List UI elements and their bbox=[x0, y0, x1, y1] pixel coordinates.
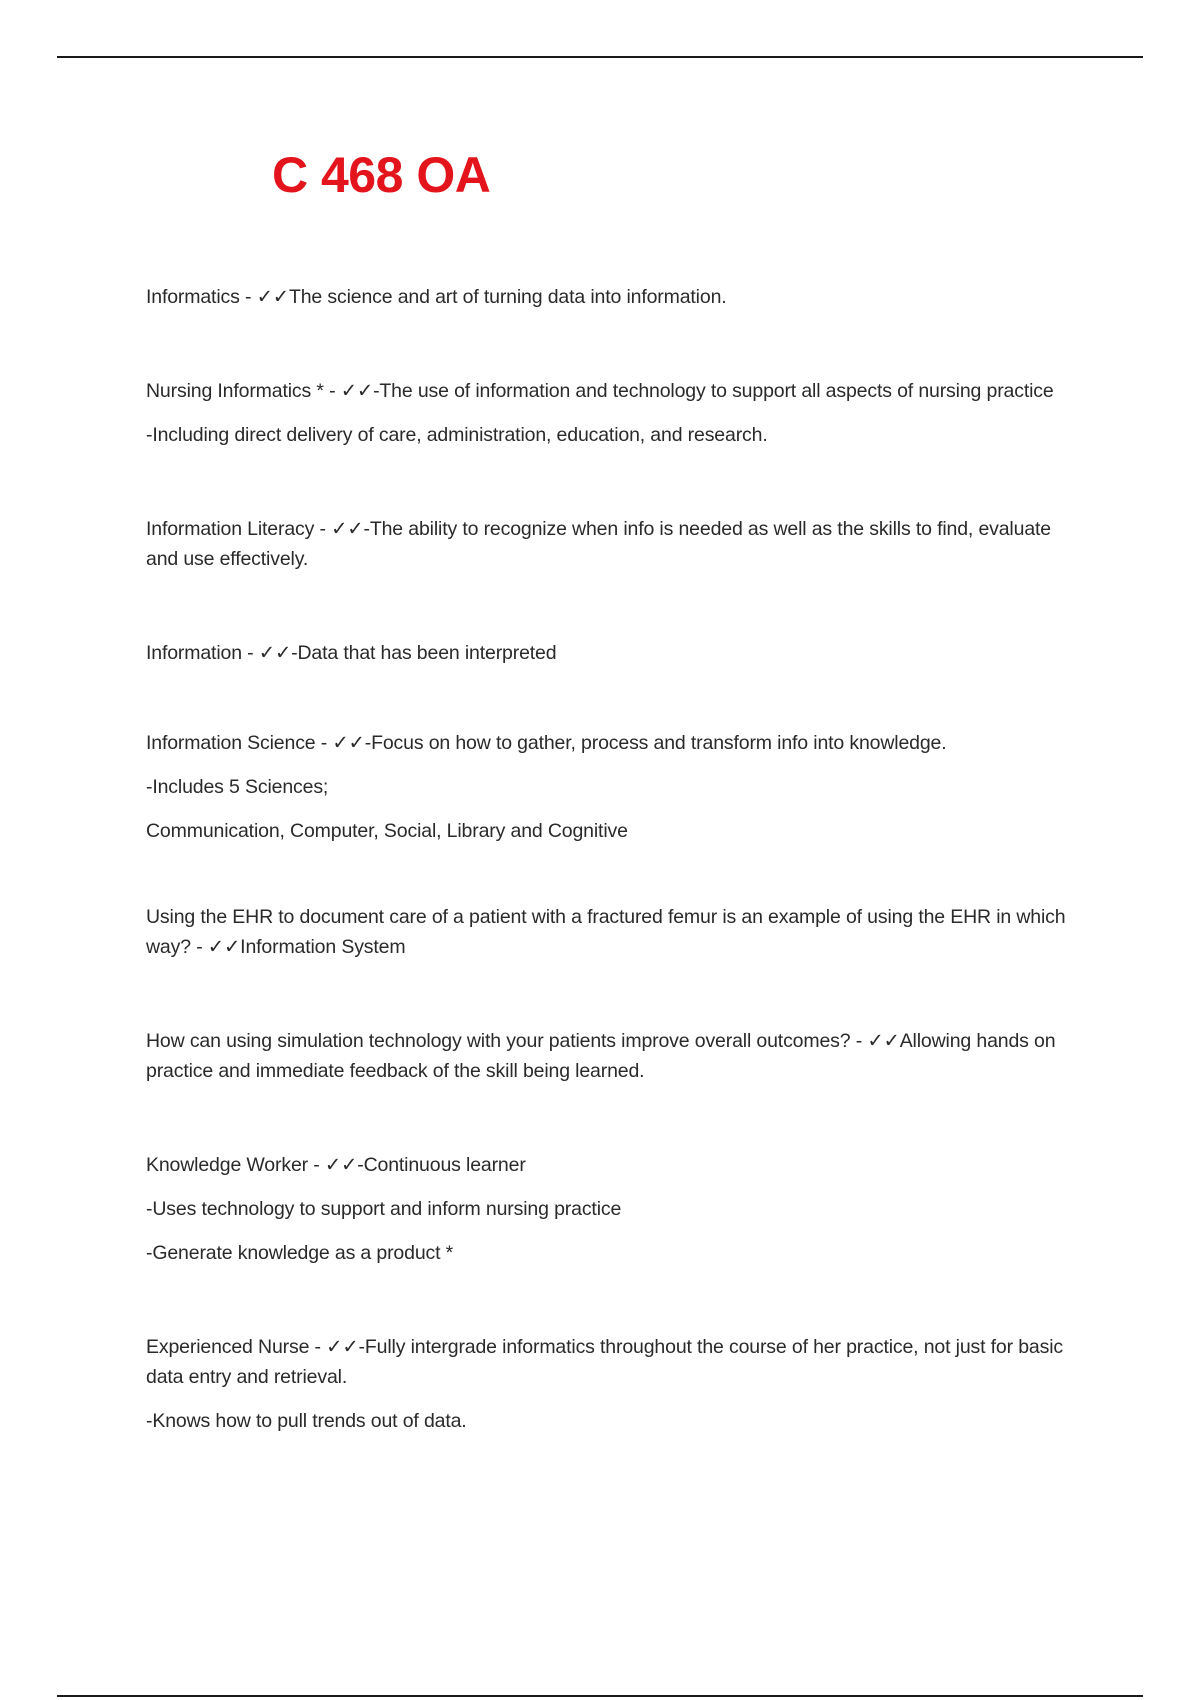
entry-nursing-informatics bbox=[146, 376, 1066, 450]
entry-text: Information - ✓✓-Data that has been interpreted bbox=[146, 642, 557, 664]
entry-information-science bbox=[146, 728, 1066, 846]
entry-text: Experienced Nurse - ✓✓-Fully intergrade informatics throughout the course of her practice, not just for basic data entry and retrieval. bbox=[146, 1336, 1064, 1388]
entry-text: -Generate knowledge as a product * bbox=[146, 1242, 454, 1264]
entry-text: Nursing Informatics * - ✓✓-The use of information and technology to support all aspects of nursing practice bbox=[146, 380, 1054, 402]
entry-text: -Knows how to pull trends out of data. bbox=[146, 1410, 467, 1432]
entry-ehr-question bbox=[146, 902, 1066, 962]
qa-entries bbox=[146, 282, 1066, 1500]
entry-text: Using the EHR to document care of a patient with a fractured femur is an example of using the EHR in which way? - ✓✓Information System bbox=[146, 906, 1066, 958]
entry-text: -Includes 5 Sciences; bbox=[146, 776, 329, 798]
entry-information-literacy bbox=[146, 514, 1066, 574]
entry-text: Information Literacy - ✓✓-The ability to recognize when info is needed as well as the skills to find, evaluate and use effectively. bbox=[146, 518, 1051, 570]
entry-text: -Including direct delivery of care, administration, education, and research. bbox=[146, 424, 768, 446]
entry-knowledge-worker bbox=[146, 1150, 1066, 1268]
entry-informatics bbox=[146, 282, 1066, 312]
entry-text: Knowledge Worker - ✓✓-Continuous learner bbox=[146, 1154, 526, 1176]
bottom-rule bbox=[57, 1695, 1143, 1697]
entry-experienced-nurse bbox=[146, 1332, 1066, 1436]
entry-text: Communication, Computer, Social, Library and Cognitive bbox=[146, 820, 628, 842]
entry-text: Informatics - ✓✓The science and art of turning data into information. bbox=[146, 286, 727, 308]
entry-text: Information Science - ✓✓-Focus on how to gather, process and transform info into knowledge. bbox=[146, 732, 947, 754]
entry-text: -Uses technology to support and inform nursing practice bbox=[146, 1198, 622, 1220]
document-title: C 468 OA bbox=[272, 147, 491, 203]
top-rule bbox=[57, 56, 1143, 58]
entry-simulation-question bbox=[146, 1026, 1066, 1086]
entry-text: How can using simulation technology with your patients improve overall outcomes? - ✓✓Allowing hands on practice and immediate feedback of the skill being learned. bbox=[146, 1030, 1056, 1082]
entry-information bbox=[146, 638, 1066, 668]
